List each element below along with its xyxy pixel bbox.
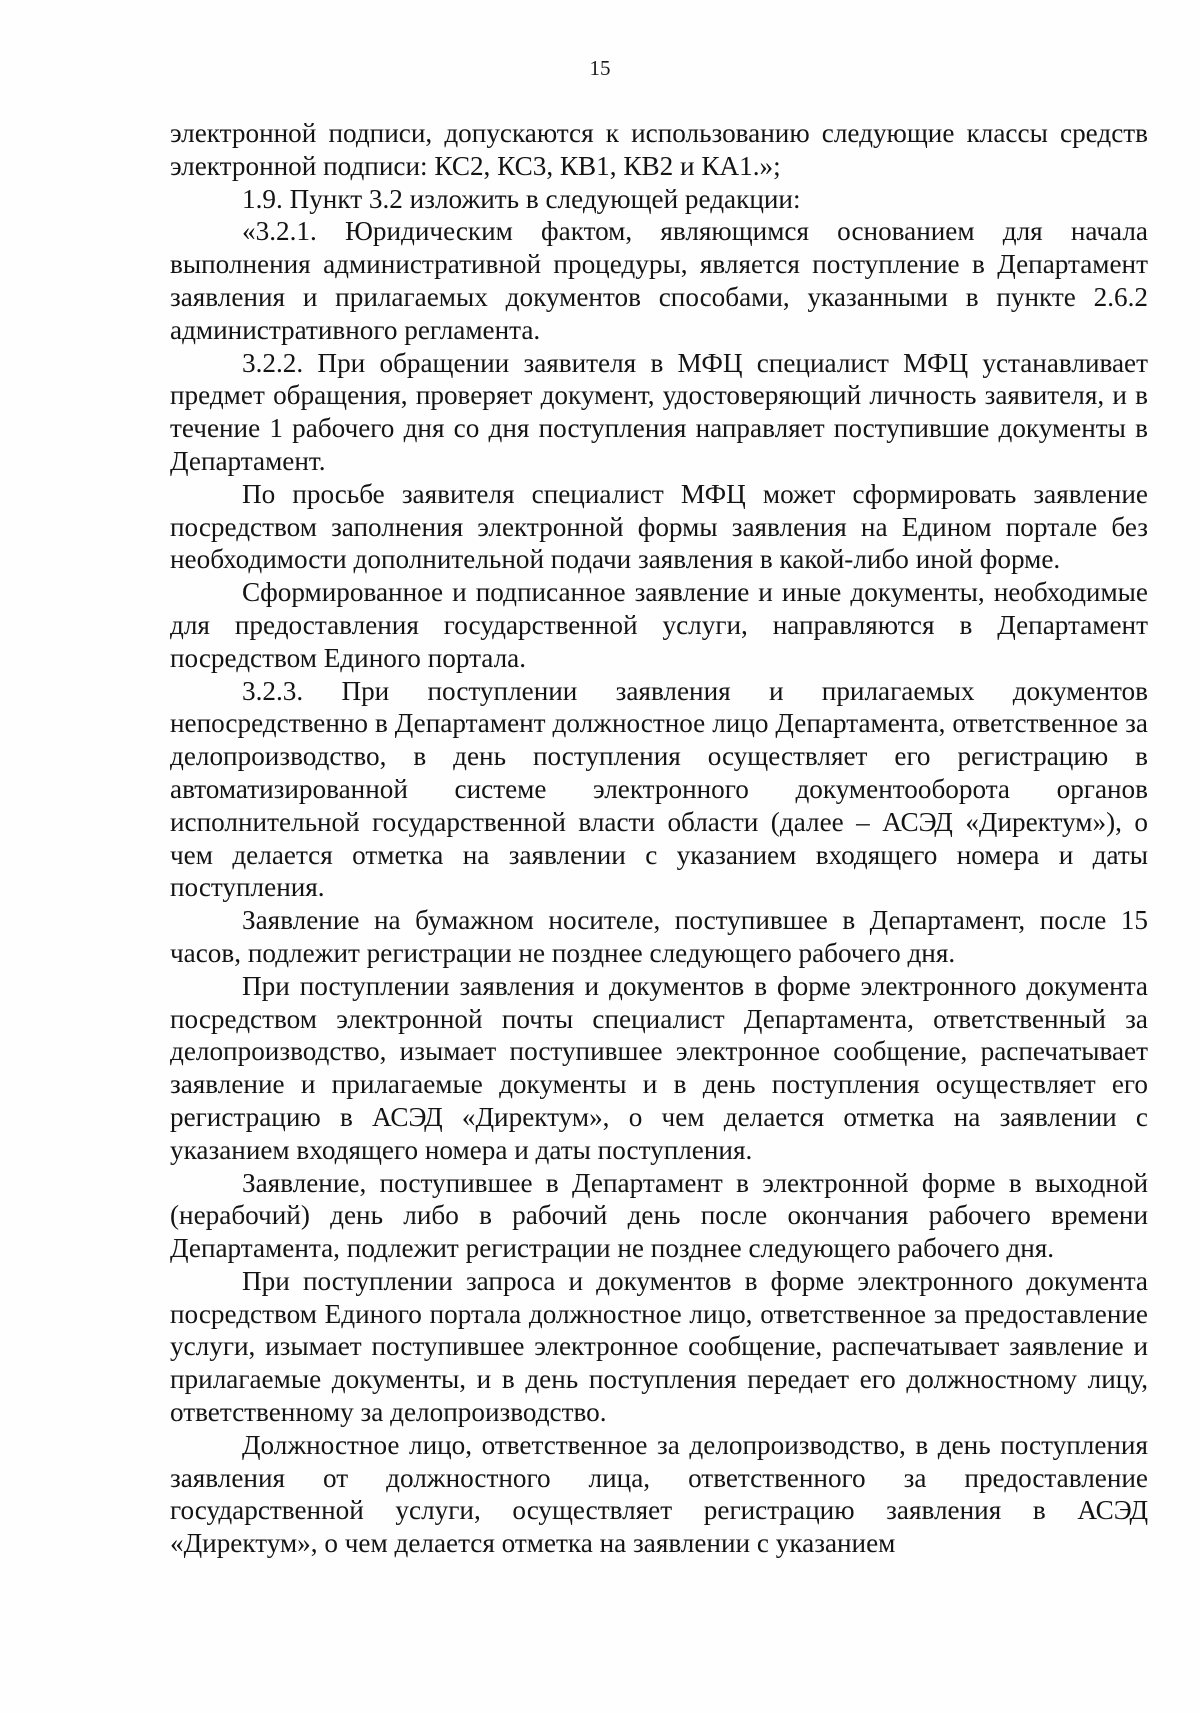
paragraph: Должностное лицо, ответственное за делопроизводство, в день поступления заявления от должностного лица, ответственного за предоставление государственной услуги, осуществляет регистрацию заявления в АСЭД «Директум», о чем делается отметка на заявлении с указанием (170, 1429, 1148, 1559)
paragraph: 3.2.3. При поступлении заявления и прилагаемых документов непосредственно в Департамент должностное лицо Департамента, ответственное за делопроизводство, в день поступления осуществляет его регистрацию в автоматизированной системе электронного документооборота органов исполнительной государственной власти области (далее – АСЭД «Директум»), о чем делается отметка на заявлении с указанием входящего номера и даты поступления. (170, 675, 1148, 903)
paragraph: 3.2.2. При обращении заявителя в МФЦ специалист МФЦ устанавливает предмет обращения, проверяет документ, удостоверяющий личность заявителя, и в течение 1 рабочего дня со дня поступления направляет поступившие документы в Департамент. (170, 347, 1148, 476)
paragraph: При поступлении запроса и документов в форме электронного документа посредством Единого портала должностное лицо, ответственное за предоставление услуги, изымает поступившее электронное сообщение, распечатывает заявление и прилагаемые документы, и в день поступления передает его должностному лицу, ответственному за делопроизводство. (170, 1265, 1148, 1428)
paragraph: По просьбе заявителя специалист МФЦ может сформировать заявление посредством заполнения электронной формы заявления на Едином портале без необходимости дополнительной подачи заявления в какой-либо иной форме. (170, 478, 1148, 575)
paragraph: Заявление на бумажном носителе, поступившее в Департамент, после 15 часов, подлежит регистрации не позднее следующего рабочего дня. (170, 905, 1148, 968)
paragraph: Заявление, поступившее в Департамент в электронной форме в выходной (нерабочий) день либо в рабочий день после окончания рабочего времени Департамента, подлежит регистрации не позднее следующего рабочего дня. (170, 1167, 1148, 1264)
paragraph: 1.9. Пункт 3.2 изложить в следующей редакции: (242, 183, 801, 214)
document-body (170, 117, 1148, 1560)
paragraph: Сформированное и подписанное заявление и иные документы, необходимые для предоставления государственной услуги, направляются в Департамент посредством Единого портала. (170, 577, 1148, 673)
paragraph: электронной подписи, допускаются к использованию следующие классы средств электронной подписи: КС2, КС3, КВ1, КВ2 и КА1.»; (170, 118, 1148, 181)
paragraph: «3.2.1. Юридическим фактом, являющимся основанием для начала выполнения административной процедуры, является поступление в Департамент заявления и прилагаемых документов способами, указанными в пункте 2.6.2 административного регламента. (170, 216, 1148, 345)
page-number: 15 (589, 56, 611, 80)
paragraph: При поступлении заявления и документов в форме электронного документа посредством электронной почты специалист Департамента, ответственный за делопроизводство, изымает поступившее электронное сообщение, распечатывает заявление и прилагаемые документы и в день поступления осуществляет его регистрацию в АСЭД «Директум», о чем делается отметка на заявлении с указанием входящего номера и даты поступления. (170, 970, 1148, 1165)
